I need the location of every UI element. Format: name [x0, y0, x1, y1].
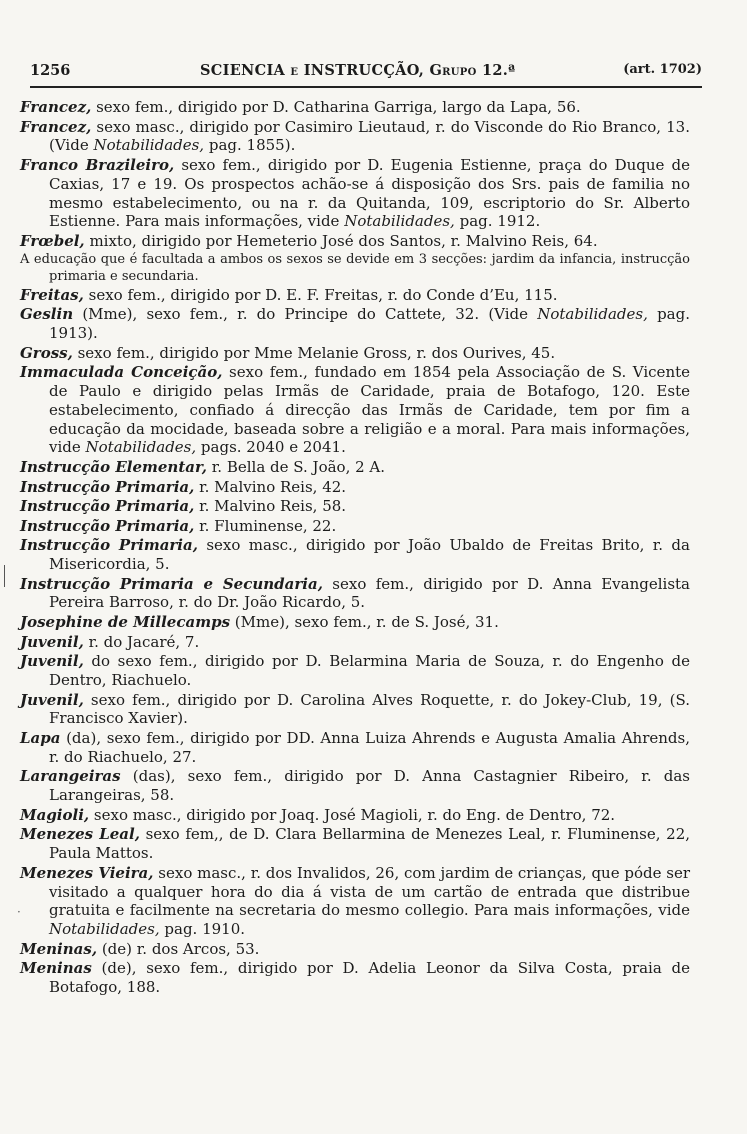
entry-term: Menezes Vieira,: [20, 863, 154, 882]
entry-text: sexo fem., dirigido por D. Eugenia Estienne, praça do Duque de Caxias, 17 e 19. Os prospectos achão-se á disposição dos Srs. pais de familia no mesmo estabelecimento, ou na r. da Quitanda, 109, escriptorio do Sr. Alberto Estienne. Para mais informações, vide: [49, 155, 690, 231]
entry-text: sexo masc., r. dos Invalidos, 26, com jardim de crianças, que póde ser visitado a qualquer hora do dia á vista de um cartão de entrada que distribue gratuita e facilmente na secretaria do mesmo collegio. Para mais informações, vide: [49, 863, 690, 920]
entry-text: sexo masc., dirigido por Joaq. José Magioli, r. do Eng. de Dentro, 72.: [89, 805, 616, 824]
entry-term: Immaculada Conceição,: [20, 363, 223, 382]
directory-entry: [20, 652, 690, 690]
entry-reference: Notabilidades,: [537, 305, 648, 324]
entry-text: (de), sexo fem., dirigido por D. Adelia Leonor da Silva Costa, praia de Botafogo, 188.: [49, 959, 690, 997]
directory-entry: [20, 959, 690, 997]
entry-term: Meninas,: [20, 939, 98, 958]
directory-entry: [20, 98, 690, 117]
directory-entry: [20, 536, 690, 574]
directory-entry: [20, 478, 690, 497]
entry-text: sexo fem., dirigido por D. Anna Evangelista Pereira Barroso, r. do Dr. João Ricardo, 5.: [49, 574, 690, 612]
directory-entry: [20, 363, 690, 457]
entry-reference-page: pag. 1913).: [49, 305, 690, 342]
directory-entry: [20, 864, 690, 939]
entry-term: Francez,: [20, 98, 92, 116]
directory-entry: [20, 305, 690, 343]
entry-reference-page: pags. 2040 e 2041.: [196, 438, 346, 457]
header-rule: [30, 86, 702, 88]
entry-text: r. Bella de S. João, 2 A.: [207, 457, 386, 476]
directory-entry: [20, 344, 690, 363]
entry-term: Instrucção Primaria,: [20, 477, 195, 496]
entry-text: (das), sexo fem., dirigido por D. Anna Castagnier Ribeiro, r. das Larangeiras, 58.: [49, 767, 690, 805]
directory-entry: [20, 517, 690, 536]
directory-entry: [20, 633, 690, 652]
directory-entry: [20, 613, 690, 632]
entry-term: Magioli,: [20, 805, 90, 824]
page-number: 1256: [30, 62, 71, 79]
directory-entry: [20, 825, 690, 863]
entry-text: r. Malvino Reis, 58.: [194, 497, 347, 516]
margin-mark: [4, 565, 5, 587]
entry-term: Instrucção Primaria,: [20, 497, 195, 516]
entry-term: Instrucção Primaria e Secundaria,: [20, 574, 323, 593]
entry-term: Lapa: [20, 729, 61, 748]
entry-reference: Notabilidades,: [344, 212, 455, 231]
entry-text: sexo fem., dirigido por Mme Melanie Gross, r. dos Ourives, 45.: [72, 343, 556, 362]
entry-term: Franco Brazileiro,: [20, 155, 175, 174]
entry-term: Meninas: [20, 959, 92, 978]
entry-text: sexo fem., dirigido por D. Catharina Garriga, largo da Lapa, 56.: [91, 98, 581, 116]
margin-dot: ·: [17, 905, 21, 919]
entry-text: (de) r. dos Arcos, 53.: [97, 939, 260, 958]
entry-text: sexo fem., dirigido por D. Carolina Alves Roquette, r. do Jokey-Club, 19, (S. Francisco Xavier).: [49, 690, 690, 728]
entry-reference: Notabilidades,: [93, 136, 205, 155]
directory-entry: [20, 575, 690, 613]
entry-text: sexo fem., fundado em 1854 pela Associação de S. Vicente de Paulo e dirigido pelas Irmãs de Caridade, praia de Botafogo, 120. Este estabelecimento, confiado á direcção das Irmãs de Caridade, tem por fim a educação da mocidade, baseada sobre a religião e a moral. Para mais informações, vide: [49, 363, 691, 457]
entry-text: mixto, dirigido por Hemeterio José dos Santos, r. Malvino Reis, 64.: [84, 231, 598, 250]
entry-text: r. Malvino Reis, 42.: [194, 477, 347, 496]
entry-term: Francez,: [20, 117, 92, 136]
directory-entry: [20, 729, 690, 767]
entry-term: Instrucção Primaria,: [20, 536, 198, 555]
directory-entry: [20, 232, 690, 285]
directory-entry: [20, 118, 690, 156]
entry-text: sexo fem,, de D. Clara Bellarmina de Menezes Leal, r. Fluminense, 22, Paula Mattos.: [49, 825, 691, 863]
directory-entry: [20, 767, 690, 805]
directory-entry: [20, 806, 690, 825]
entry-term: Juvenil,: [20, 652, 84, 671]
entry-text: (Mme), sexo fem., r. de S. José, 31.: [230, 613, 499, 632]
running-header: [30, 62, 702, 84]
entry-text: do sexo fem., dirigido por D. Belarmina Maria de Souza, r. do Engenho de Dentro, Riachuelo.: [49, 652, 690, 690]
directory-entry: [20, 497, 690, 516]
entry-reference: Notabilidades,: [49, 920, 160, 939]
entry-note: A educação que é facultada a ambos os sexos se devide em 3 secções: jardim da infancia, instrucção primaria e secundaria.: [20, 251, 690, 284]
entry-reference-page: pag. 1910.: [159, 920, 246, 939]
entry-text: (Mme), sexo fem., r. do Principe do Cattete, 32. (Vide: [73, 305, 538, 324]
entry-text: sexo masc., dirigido por Casimiro Lieutaud, r. do Visconde do Rio Branco, 13. (Vide: [49, 117, 690, 155]
directory-entry: [20, 458, 690, 477]
entry-reference: Notabilidades,: [85, 438, 197, 457]
entry-text: r. Fluminense, 22.: [194, 516, 337, 535]
directory-entry: [20, 691, 690, 729]
directory-listing: [20, 98, 690, 998]
entry-term: Menezes Leal,: [20, 825, 140, 844]
entry-term: Josephine de Millecamps: [20, 613, 231, 632]
entry-reference-page: pag. 1912.: [454, 212, 541, 231]
directory-entry: [20, 940, 690, 959]
entry-term: Instrucção Elementar,: [20, 457, 207, 476]
directory-entry: [20, 286, 690, 305]
entry-reference-page: pag. 1855).: [204, 136, 296, 155]
entry-term: Freitas,: [20, 285, 84, 304]
section-title: SCIENCIA e INSTRUCÇÃO, Grupo 12.ª: [200, 62, 516, 79]
entry-term: Gross,: [20, 343, 73, 362]
entry-text: r. do Jacaré, 7.: [83, 632, 200, 651]
entry-term: Geslin: [20, 305, 74, 324]
article-reference: (art. 1702): [623, 62, 702, 77]
entry-text: sexo fem., dirigido por D. E. F. Freitas, r. do Conde d’Eu, 115.: [83, 285, 558, 304]
directory-entry: [20, 156, 690, 231]
entry-text: sexo masc., dirigido por João Ubaldo de Freitas Brito, r. da Misericordia, 5.: [49, 536, 690, 574]
entry-term: Juvenil,: [20, 632, 84, 651]
entry-term: Instrucção Primaria,: [20, 516, 195, 535]
entry-term: Frœbel,: [20, 231, 85, 250]
entry-text: (da), sexo fem., dirigido por DD. Anna Luiza Ahrends e Augusta Amalia Ahrends, r. do Riachuelo, 27.: [49, 729, 690, 766]
entry-term: Larangeiras: [20, 767, 121, 786]
entry-term: Juvenil,: [20, 690, 84, 709]
